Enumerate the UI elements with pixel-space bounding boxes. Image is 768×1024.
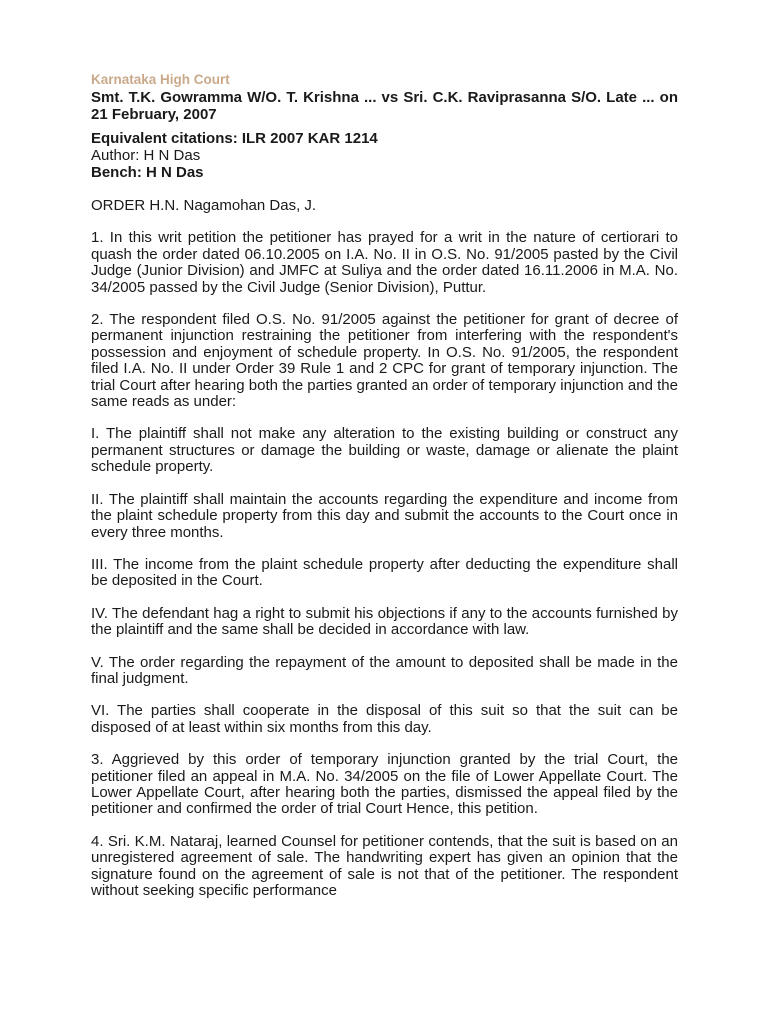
author-line: Author: H N Das <box>91 147 201 164</box>
paragraph-1: 1. In this writ petition the petitioner has prayed for a writ in the nature of certiorari to quash the order dated 06.10.2005 on I.A. No. II in O.S. No. 91/2005 pasted by the Civil Judge (Junior Division) and JMFC at Suliya and the order dated 16.11.2006 in M.A. No. 34/2005 passed by the Civil Judge (Senior Division), Puttur. <box>91 229 678 296</box>
order-clause-iv: IV. The defendant hag a right to submit his objections if any to the accounts furnished by the plaintiff and the same shall be decided in accordance with law. <box>91 604 678 639</box>
bench-line: Bench: H N Das <box>91 164 204 181</box>
order-heading: ORDER H.N. Nagamohan Das, J. <box>91 197 317 214</box>
order-clause-ii: II. The plaintiff shall maintain the accounts regarding the expenditure and income from the plaint schedule property from this day and submit the accounts to the Court once in every three months. <box>91 490 678 541</box>
document-page <box>91 72 678 899</box>
paragraph-3: 3. Aggrieved by this order of temporary injunction granted by the trial Court, the petitioner filed an appeal in M.A. No. 34/2005 on the file of Lower Appellate Court. The Lower Appellate Court, after hearing both the parties, dismissed the appeal filed by the petitioner and confirmed the order of trial Court Hence, this petition. <box>91 751 678 818</box>
equivalent-citations: Equivalent citations: ILR 2007 KAR 1214 <box>91 130 378 147</box>
order-clause-i: I. The plaintiff shall not make any alteration to the existing building or construct any permanent structures or damage the building or waste, damage or alienate the plaint schedule property. <box>91 425 678 476</box>
paragraph-4: 4. Sri. K.M. Nataraj, learned Counsel for petitioner contends, that the suit is based on an unregistered agreement of sale. The handwriting expert has given an opinion that the signature found on the agreement of sale is not that of the petitioner. The respondent without seeking specific performance <box>91 832 678 899</box>
order-clause-iii: III. The income from the plaint schedule property after deducting the expenditure shall be deposited in the Court. <box>91 555 678 590</box>
order-clause-v: V. The order regarding the repayment of the amount to deposited shall be made in the final judgment. <box>91 653 678 687</box>
paragraph-2: 2. The respondent filed O.S. No. 91/2005 against the petitioner for grant of decree of permanent injunction restraining the petitioner from interfering with the respondent's possession and enjoyment of schedule property. In O.S. No. 91/2005, the respondent filed I.A. No. II under Order 39 Rule 1 and 2 CPC for grant of temporary injunction. The trial Court after hearing both the parties granted an order of temporary injunction and the same reads as under: <box>91 311 678 411</box>
court-name: Karnataka High Court <box>91 72 230 87</box>
case-title: Smt. T.K. Gowramma W/O. T. Krishna ... vs Sri. C.K. Raviprasanna S/O. Late ... on 21 February, 2007 <box>91 89 678 123</box>
order-clause-vi: VI. The parties shall cooperate in the disposal of this suit so that the suit can be disposed of at least within six months from this day. <box>91 702 678 736</box>
